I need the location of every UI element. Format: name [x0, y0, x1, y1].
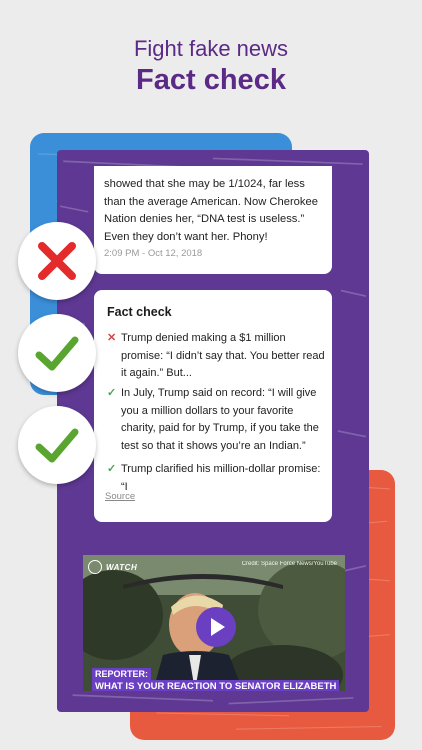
fact-check-card — [94, 290, 332, 522]
header-title: Fact check — [136, 64, 286, 96]
fact-check-item-text: Trump clarified his million-dollar promise: “I — [121, 463, 321, 493]
fact-check-item-text: In July, Trump said on record: “I will give you a million dollars to your favorite charity, paid for by Trump, if you take the test so that it shows you’re an Indian.” — [121, 387, 319, 452]
cross-icon: ✕ — [107, 332, 117, 344]
channel-logo-icon — [88, 560, 102, 574]
verdict-badge-false — [18, 222, 96, 300]
video-brand-label: WATCH — [106, 562, 138, 572]
check-icon: ✓ — [107, 387, 117, 399]
fact-check-title: Fact check — [107, 305, 172, 319]
check-icon — [34, 330, 80, 376]
verdict-badge-true — [18, 314, 96, 392]
video-caption-label: REPORTER: — [92, 668, 151, 680]
tweet-card[interactable] — [94, 166, 332, 274]
check-icon — [34, 422, 80, 468]
video-thumbnail[interactable] — [83, 555, 345, 691]
play-icon[interactable] — [196, 607, 236, 647]
tweet-timestamp: 2:09 PM - Oct 12, 2018 — [104, 248, 203, 259]
fact-check-item — [107, 330, 327, 383]
check-icon: ✓ — [107, 463, 117, 475]
verdict-badge-true — [18, 406, 96, 484]
cross-icon — [34, 238, 80, 284]
header-subtitle: Fight fake news — [133, 36, 289, 61]
tweet-text: showed that she may be 1/1024, far less than the average American. Now Cherokee Nation denies her, “DNA test is useless.” Even they don’t want her. Phony! — [104, 178, 318, 243]
fact-check-item-text: Trump denied making a $1 million promise: “I didn’t say that. You better read it again.” But... — [121, 332, 325, 379]
source-link[interactable]: Source — [105, 491, 136, 502]
video-credit: Credit: Space Force News/YouTube — [241, 561, 337, 567]
fact-check-item — [107, 385, 327, 455]
video-brand — [88, 560, 137, 574]
video-caption: WHAT IS YOUR REACTION TO SENATOR ELIZABETH — [92, 680, 339, 691]
fact-check-item — [107, 461, 327, 496]
